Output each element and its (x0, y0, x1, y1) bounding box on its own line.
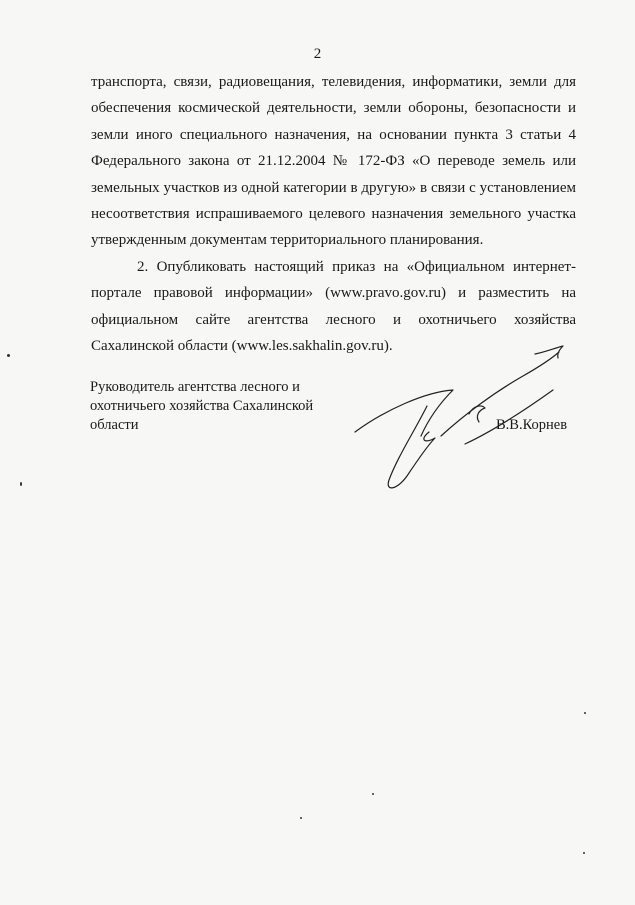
signatory-title (90, 378, 370, 435)
scan-speck (584, 712, 586, 714)
signature-stroke (535, 346, 563, 358)
document-body (91, 69, 576, 359)
paragraph-continuation: транспорта, связи, радиовещания, телевидения, информатики, земли для обеспечения космической деятельности, земли обороны, безопасности и земли иного специального назначения, на основании пункта 3 статьи 4 Федерального закона от 21.12.2004 № 172-ФЗ «О переводе земель или земельных участков из одной категории в другую» в связи с установлением несоответствия испрашиваемого целевого назначения земельного участка утвержденным документам территориального планирования. (91, 74, 576, 249)
signer-name: В.В.Корнев (496, 417, 568, 433)
scan-speck (300, 817, 302, 819)
paragraph-item-2: 2. Опубликовать настоящий приказ на «Официальном интернет-портале правовой информации» (www.pravo.gov.ru) и разместить на официальном сайте агентства лесного и охотничьего хозяйства Сахалинской области (www.les.sakhalin.gov.ru). (91, 258, 576, 355)
scan-speck (583, 852, 585, 854)
signatory-title-line: области (90, 417, 139, 433)
signature-stroke (355, 390, 453, 436)
page-number: 2 (313, 46, 322, 62)
signatory-title-line: Руководитель агентства лесного и (90, 379, 300, 395)
scan-speck (20, 482, 22, 486)
scan-speck (372, 793, 374, 795)
signature-stroke (469, 406, 485, 422)
signature-stroke (388, 406, 435, 488)
signatory-title-line: охотничьего хозяйства Сахалинской (90, 398, 314, 414)
scan-speck (7, 354, 10, 357)
